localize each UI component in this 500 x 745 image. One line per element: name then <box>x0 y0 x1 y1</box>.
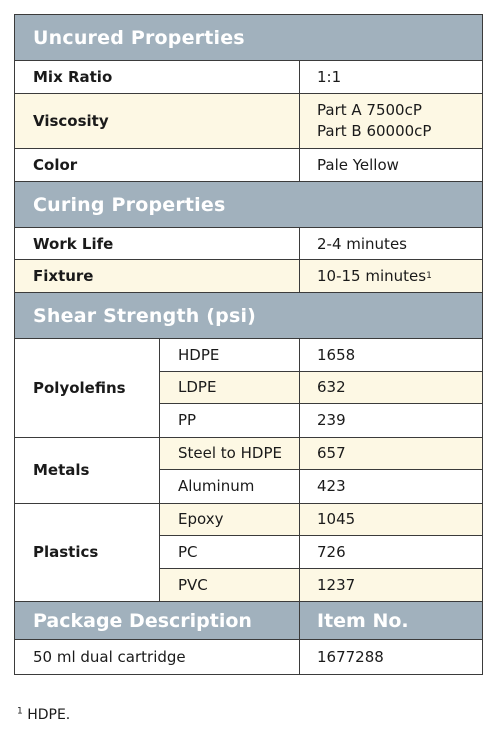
group-label: Polyolefins <box>15 339 160 437</box>
work-life-value: 2-4 minutes <box>317 234 407 253</box>
shear-value: 726 <box>317 542 346 561</box>
viscosity-value <box>300 94 482 148</box>
material-name: LDPE <box>160 372 300 404</box>
material-name: PVC <box>160 569 300 602</box>
uncured-properties-title: Uncured Properties <box>33 26 245 49</box>
item-number-heading: Item No. <box>317 609 409 632</box>
shear-value: 1658 <box>317 345 356 364</box>
shear-row <box>160 470 482 503</box>
viscosity-label: Viscosity <box>15 94 300 148</box>
material-name: Aluminum <box>160 470 300 503</box>
material-name: Steel to HDPE <box>160 438 300 470</box>
group-label: Plastics <box>15 504 160 602</box>
uncured-properties-header <box>15 15 482 61</box>
shear-value: 423 <box>317 477 346 496</box>
item-number: 1677288 <box>317 648 384 666</box>
mix-ratio-label: Mix Ratio <box>15 61 300 93</box>
package-header <box>15 602 482 640</box>
shear-row <box>160 372 482 405</box>
shear-row <box>160 536 482 569</box>
footnote <box>17 707 70 723</box>
shear-group-plastics <box>15 504 482 603</box>
material-name: HDPE <box>160 339 300 371</box>
fixture-time: 10-15 minutes <box>317 267 427 285</box>
mix-ratio-value: 1:1 <box>317 68 342 86</box>
fixture-row <box>15 260 482 293</box>
work-life-label: Work Life <box>15 228 300 259</box>
shear-row <box>160 404 482 437</box>
shear-strength-title: Shear Strength (psi) <box>33 304 257 327</box>
material-name: PP <box>160 404 300 437</box>
mix-ratio-row <box>15 61 482 94</box>
shear-strength-header <box>15 293 482 339</box>
shear-value: 1237 <box>300 569 482 602</box>
curing-properties-header <box>15 182 482 228</box>
shear-row <box>160 438 482 471</box>
shear-value: 657 <box>300 438 482 470</box>
shear-group-polyolefins <box>15 339 482 438</box>
group-label: Metals <box>15 438 160 503</box>
viscosity-part-a: Part A 7500cP <box>317 101 422 119</box>
color-label: Color <box>15 149 300 181</box>
color-value: Pale Yellow <box>317 156 399 174</box>
fixture-label: Fixture <box>15 260 300 292</box>
shear-row <box>160 339 482 372</box>
shear-value: 632 <box>300 372 482 404</box>
material-name: PC <box>160 536 300 568</box>
footnote-mark: 1 <box>17 706 23 717</box>
shear-row <box>160 569 482 602</box>
shear-value: 1045 <box>300 504 482 536</box>
shear-row <box>160 504 482 537</box>
color-row <box>15 149 482 182</box>
package-description-heading: Package Description <box>15 602 300 639</box>
package-description: 50 ml dual cartridge <box>15 640 300 674</box>
properties-table <box>14 14 483 675</box>
work-life-row <box>15 228 482 260</box>
footnote-text: HDPE. <box>27 707 71 723</box>
package-row <box>15 640 482 674</box>
shear-group-metals <box>15 438 482 504</box>
fixture-value: 10-15 minutes 1 <box>300 260 482 292</box>
viscosity-part-b: Part B 60000cP <box>317 122 432 140</box>
curing-properties-title: Curing Properties <box>33 193 226 216</box>
shear-value: 239 <box>317 411 346 430</box>
material-name: Epoxy <box>160 504 300 536</box>
viscosity-row <box>15 94 482 149</box>
